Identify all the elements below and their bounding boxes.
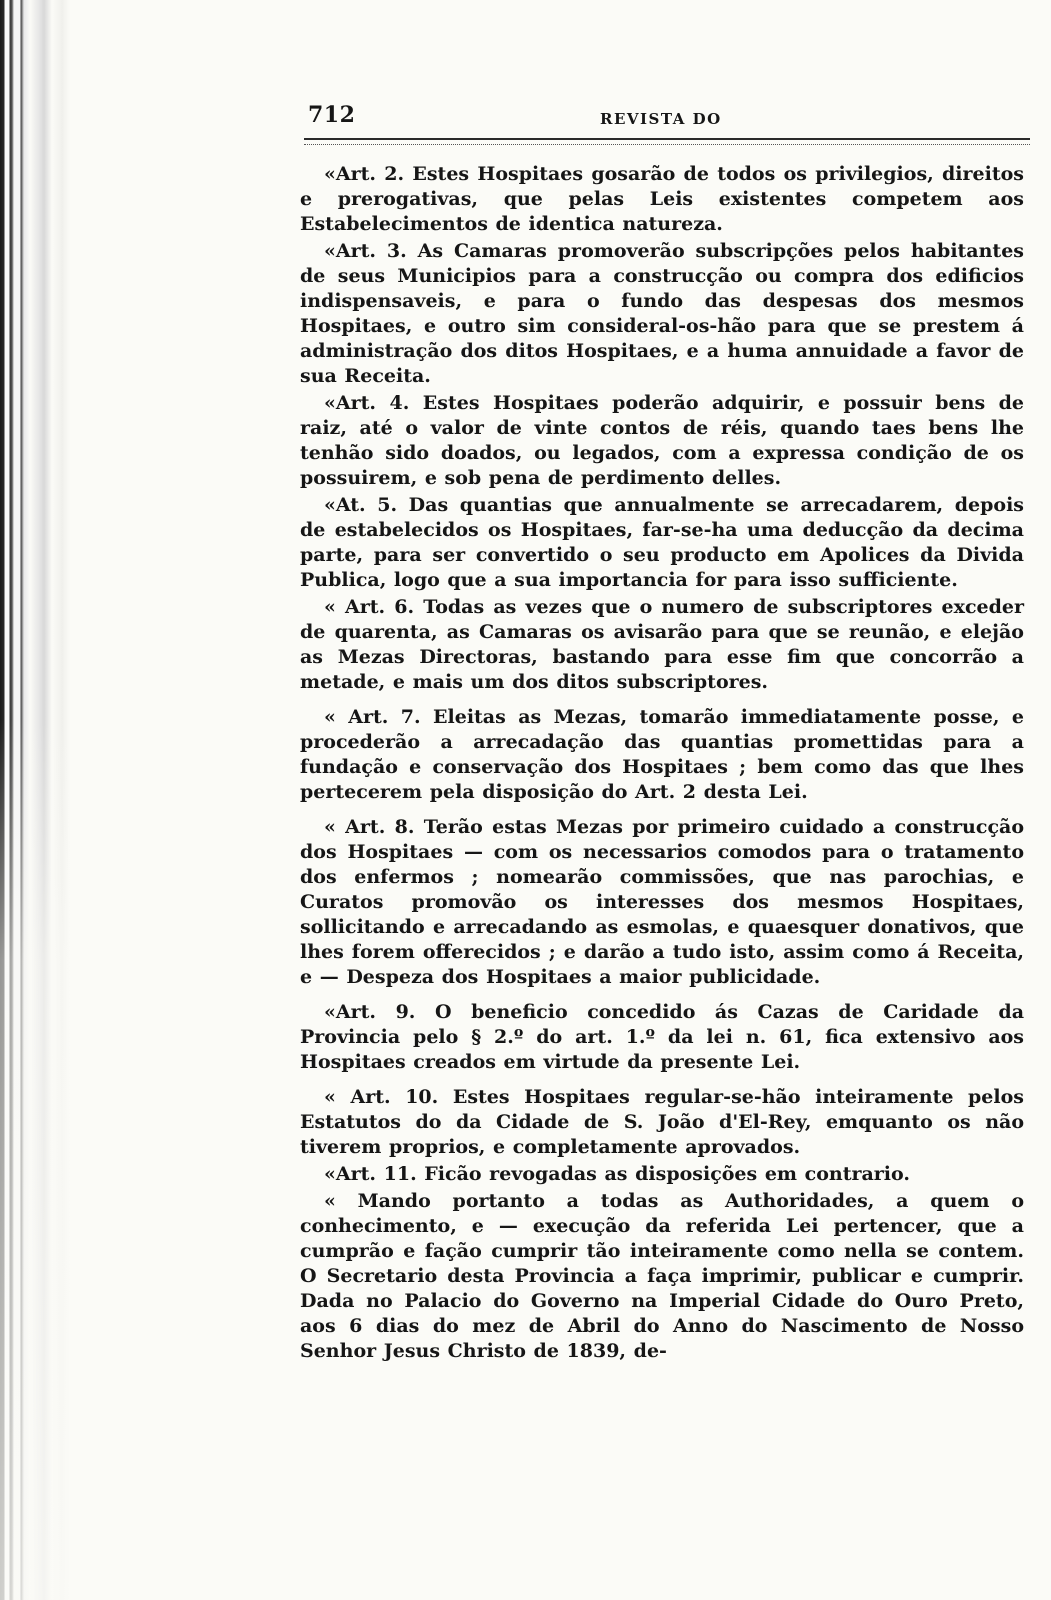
running-head [292, 92, 1028, 130]
binding-shadow [0, 0, 70, 1600]
paragraph-art-2: «Art. 2. Estes Hospitaes gosarão de todos os privilegios, direitos e prerogativas, que pelas Leis existentes competem aos Estabelecimentos de identica natureza. [300, 163, 1024, 235]
paragraph-art-3: «Art. 3. As Camaras promoverão subscripções pelos habitantes de seus Municipios para a construcção ou compra dos edificios indispensaveis, e para o fundo das despesas dos mesmos Hospitaes, e outro sim consideral-os-hão para que se prestem á administração dos ditos Hospitaes, e a huma annuidade a favor de sua Receita. [300, 240, 1024, 387]
paragraph-art-5: «At. 5. Das quantias que annualmente se arrecadarem, depois de estabelecidos os Hospitaes, far-se-ha uma deducção da decima parte, para ser convertido o seu producto em Apolices da Divida Publica, logo que a sua importancia for para isso sufficiente. [300, 494, 1024, 591]
paragraph-art-10: « Art. 10. Estes Hospitaes regular-se-hão inteiramente pelos Estatutos do da Cidade de S. João d'El-Rey, emquanto os não tiverem proprios, e completamente aprovados. [300, 1086, 1024, 1158]
paragraph-mando: « Mando portanto a todas as Authoridades, a quem o conhecimento, e — execução da referida Lei pertencer, que a cumprão e fação cumprir tão inteiramente como nella se contem. O Secretario desta Provincia a faça imprimir, publicar e cumprir. Dada no Palacio do Governo na Imperial Cidade do Ouro Preto, aos 6 dias do mez de Abril do Anno do Nascimento de Nosso Senhor Jesus Christo de 1839, de- [300, 1190, 1024, 1362]
header-rule [304, 138, 1030, 145]
book-page [292, 92, 1028, 1362]
paragraph-art-6: « Art. 6. Todas as vezes que o numero de subscriptores exceder de quarenta, as Camaras os avisarão para que se reunão, e elejão as Mezas Directoras, bastando para esse fim que concorrão a metade, e mais um dos ditos subscriptores. [300, 596, 1024, 693]
paragraph-art-11: «Art. 11. Ficão revogadas as disposições em contrario. [324, 1163, 910, 1185]
body-text [300, 162, 1024, 1364]
running-title: REVISTA DO [600, 110, 722, 128]
paragraph-art-9: «Art. 9. O beneficio concedido ás Cazas de Caridade da Provincia pelo § 2.º do art. 1.º da lei n. 61, fica extensivo aos Hospitaes creados em virtude da presente Lei. [300, 1001, 1024, 1073]
paragraph-art-8: « Art. 8. Terão estas Mezas por primeiro cuidado a construcção dos Hospitaes — com os necessarios comodos para o tratamento dos enfermos ; nomearão commissões, que nas parochias, e Curatos promovão os interesses dos mesmos Hospitaes, sollicitando e arrecadando as esmolas, e quaesquer donativos, que lhes forem offerecidos ; e darão a tudo isto, assim como á Receita, e — Despeza dos Hospitaes a maior publicidade. [300, 816, 1024, 988]
page-number: 712 [308, 102, 356, 128]
paragraph-art-4: «Art. 4. Estes Hospitaes poderão adquirir, e possuir bens de raiz, até o valor de vinte contos de réis, quando taes bens lhe tenhão sido doados, ou legados, com a expressa condição de os possuirem, e sob pena de perdimento delles. [300, 392, 1024, 489]
paragraph-art-7: « Art. 7. Eleitas as Mezas, tomarão immediatamente posse, e procederão a arrecadação das quantias promettidas para a fundação e conservação dos Hospitaes ; bem como das que lhes pertecerem pela disposição do Art. 2 desta Lei. [300, 706, 1024, 803]
